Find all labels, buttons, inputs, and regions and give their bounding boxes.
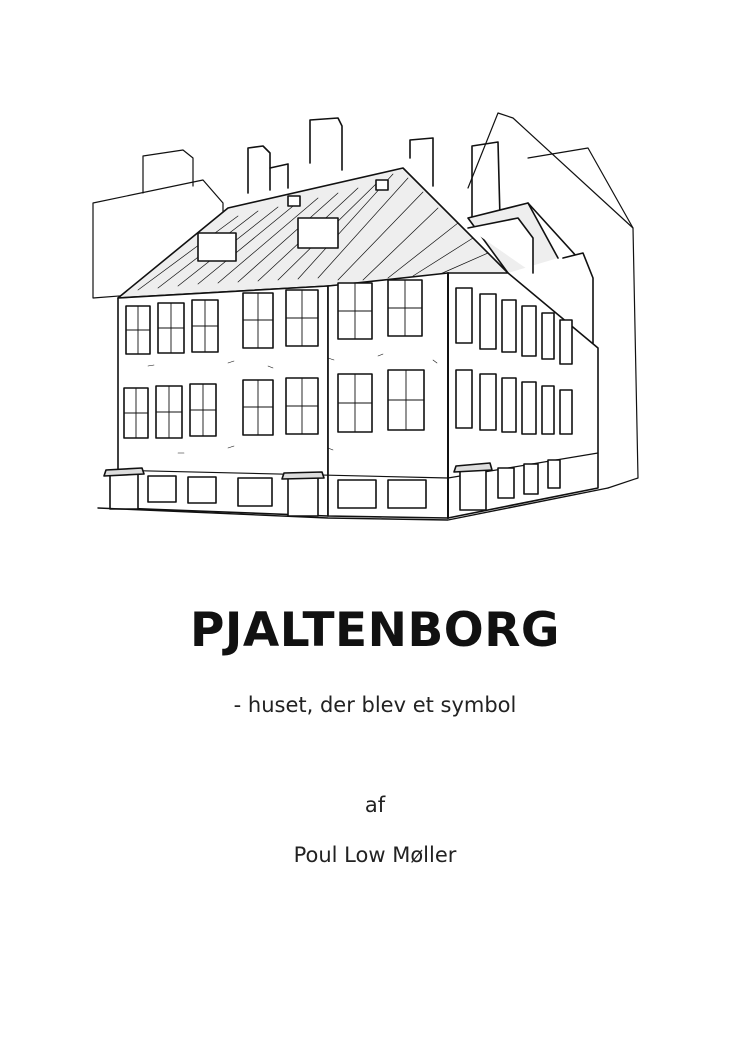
byline: af [364,793,386,817]
book-title: PJALTENBORG [189,603,561,658]
building-illustration [88,108,668,528]
building-sketch-icon [88,108,668,528]
author-name: Poul Low Møller [293,843,457,867]
book-subtitle: - huset, der blev et symbol [233,693,517,717]
